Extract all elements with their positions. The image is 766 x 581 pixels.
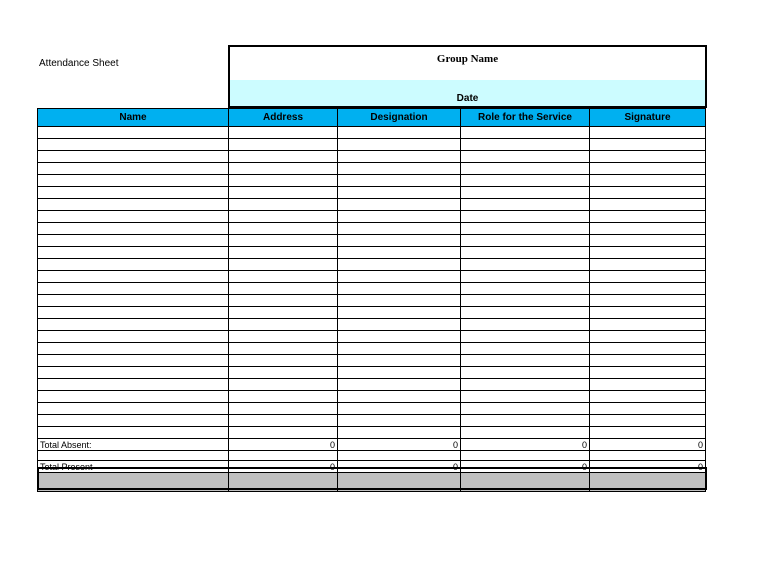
cell-name[interactable] xyxy=(38,403,229,415)
header-row xyxy=(38,109,706,127)
cell-address[interactable] xyxy=(229,151,338,163)
table-row xyxy=(38,331,706,343)
cell-name[interactable] xyxy=(38,175,229,187)
cell-name[interactable] xyxy=(38,139,229,151)
cell-designation[interactable] xyxy=(338,427,461,439)
total-absent-role: 0 xyxy=(461,439,590,451)
cell[interactable] xyxy=(590,451,706,461)
cell-designation[interactable] xyxy=(338,355,461,367)
cell-role[interactable] xyxy=(461,175,590,187)
table-row xyxy=(38,427,706,439)
table-row xyxy=(38,187,706,199)
table-row xyxy=(38,151,706,163)
total-present-designation: 0 xyxy=(338,461,461,473)
cell-role[interactable] xyxy=(461,391,590,403)
cell-signature[interactable] xyxy=(590,139,706,151)
cell[interactable] xyxy=(229,451,338,461)
cell-designation[interactable] xyxy=(338,247,461,259)
column-header-role: Role for the Service xyxy=(461,109,590,127)
table-row xyxy=(38,355,706,367)
table-row xyxy=(38,271,706,283)
table-row xyxy=(38,175,706,187)
footer-cell xyxy=(38,473,229,492)
cell-role[interactable] xyxy=(461,139,590,151)
sheet-title: Attendance Sheet xyxy=(39,58,119,69)
cell-address[interactable] xyxy=(229,355,338,367)
total-absent-signature: 0 xyxy=(590,439,706,451)
cell-designation[interactable] xyxy=(338,199,461,211)
cell-name[interactable] xyxy=(38,199,229,211)
cell-signature[interactable] xyxy=(590,175,706,187)
cell-designation[interactable] xyxy=(338,187,461,199)
cell-signature[interactable] xyxy=(590,295,706,307)
column-header-address: Address xyxy=(229,109,338,127)
cell-signature[interactable] xyxy=(590,211,706,223)
date-label: Date xyxy=(456,93,479,104)
table-row xyxy=(38,163,706,175)
table-row xyxy=(38,403,706,415)
table-row xyxy=(38,379,706,391)
table-row xyxy=(38,235,706,247)
column-header-designation: Designation xyxy=(338,109,461,127)
table-row xyxy=(38,139,706,151)
cell-address[interactable] xyxy=(229,163,338,175)
cell-signature[interactable] xyxy=(590,379,706,391)
cell-address[interactable] xyxy=(229,343,338,355)
cell-signature[interactable] xyxy=(590,163,706,175)
footer-cell xyxy=(590,473,706,492)
table-row xyxy=(38,211,706,223)
cell-role[interactable] xyxy=(461,223,590,235)
cell-signature[interactable] xyxy=(590,355,706,367)
cell-address[interactable] xyxy=(229,187,338,199)
cell-address[interactable] xyxy=(229,223,338,235)
cell-role[interactable] xyxy=(461,295,590,307)
cell[interactable] xyxy=(338,451,461,461)
cell-designation[interactable] xyxy=(338,379,461,391)
table-row xyxy=(38,319,706,331)
cell-signature[interactable] xyxy=(590,367,706,379)
cell-role[interactable] xyxy=(461,271,590,283)
cell-designation[interactable] xyxy=(338,343,461,355)
cell-name[interactable] xyxy=(38,355,229,367)
cell-designation[interactable] xyxy=(338,319,461,331)
cell-role[interactable] xyxy=(461,343,590,355)
cell-name[interactable] xyxy=(38,427,229,439)
cell-role[interactable] xyxy=(461,307,590,319)
footer-cell xyxy=(461,473,590,492)
cell-address[interactable] xyxy=(229,319,338,331)
cell-signature[interactable] xyxy=(590,259,706,271)
cell-name[interactable] xyxy=(38,235,229,247)
date-cell[interactable] xyxy=(228,80,707,108)
total-absent-designation: 0 xyxy=(338,439,461,451)
cell-designation[interactable] xyxy=(338,391,461,403)
cell-name[interactable] xyxy=(38,259,229,271)
table-row xyxy=(38,391,706,403)
cell-role[interactable] xyxy=(461,283,590,295)
cell-address[interactable] xyxy=(229,139,338,151)
spacer-row xyxy=(38,451,706,461)
cell-role[interactable] xyxy=(461,355,590,367)
cell-name[interactable] xyxy=(38,283,229,295)
group-name-cell[interactable] xyxy=(228,45,707,82)
cell-address[interactable] xyxy=(229,283,338,295)
cell-address[interactable] xyxy=(229,271,338,283)
cell-role[interactable] xyxy=(461,151,590,163)
cell-name[interactable] xyxy=(38,271,229,283)
cell-signature[interactable] xyxy=(590,271,706,283)
cell-address[interactable] xyxy=(229,415,338,427)
cell-name[interactable] xyxy=(38,211,229,223)
cell-name[interactable] xyxy=(38,127,229,139)
cell-address[interactable] xyxy=(229,175,338,187)
cell[interactable] xyxy=(38,451,229,461)
cell-name[interactable] xyxy=(38,151,229,163)
cell-designation[interactable] xyxy=(338,271,461,283)
cell-role[interactable] xyxy=(461,247,590,259)
table-row xyxy=(38,415,706,427)
cell-address[interactable] xyxy=(229,307,338,319)
cell-signature[interactable] xyxy=(590,307,706,319)
cell-signature[interactable] xyxy=(590,415,706,427)
total-absent-row xyxy=(38,439,706,451)
cell-name[interactable] xyxy=(38,379,229,391)
cell-role[interactable] xyxy=(461,199,590,211)
cell-designation[interactable] xyxy=(338,139,461,151)
table-row xyxy=(38,223,706,235)
total-present-label: Total Present xyxy=(38,461,229,473)
cell-signature[interactable] xyxy=(590,235,706,247)
cell-designation[interactable] xyxy=(338,211,461,223)
cell-designation[interactable] xyxy=(338,367,461,379)
cell-role[interactable] xyxy=(461,415,590,427)
cell-signature[interactable] xyxy=(590,247,706,259)
cell-role[interactable] xyxy=(461,427,590,439)
cell-signature[interactable] xyxy=(590,391,706,403)
cell-designation[interactable] xyxy=(338,127,461,139)
cell-address[interactable] xyxy=(229,259,338,271)
cell-designation[interactable] xyxy=(338,415,461,427)
cell-name[interactable] xyxy=(38,295,229,307)
column-header-signature: Signature xyxy=(590,109,706,127)
cell-address[interactable] xyxy=(229,199,338,211)
footer-row xyxy=(38,473,706,492)
cell-signature[interactable] xyxy=(590,427,706,439)
cell-address[interactable] xyxy=(229,211,338,223)
total-present-signature: 0 xyxy=(590,461,706,473)
table-row xyxy=(38,259,706,271)
cell-role[interactable] xyxy=(461,163,590,175)
cell-name[interactable] xyxy=(38,391,229,403)
cell-name[interactable] xyxy=(38,223,229,235)
footer-cell xyxy=(338,473,461,492)
table-row xyxy=(38,283,706,295)
cell-signature[interactable] xyxy=(590,283,706,295)
cell-designation[interactable] xyxy=(338,223,461,235)
footer-cell xyxy=(229,473,338,492)
table-body xyxy=(38,127,706,492)
cell-name[interactable] xyxy=(38,331,229,343)
cell-name[interactable] xyxy=(38,163,229,175)
cell-address[interactable] xyxy=(229,331,338,343)
cell-role[interactable] xyxy=(461,331,590,343)
cell-address[interactable] xyxy=(229,403,338,415)
cell-role[interactable] xyxy=(461,235,590,247)
total-present-role: 0 xyxy=(461,461,590,473)
cell-role[interactable] xyxy=(461,403,590,415)
cell-name[interactable] xyxy=(38,367,229,379)
cell-signature[interactable] xyxy=(590,223,706,235)
cell-designation[interactable] xyxy=(338,175,461,187)
total-absent-label: Total Absent: xyxy=(38,439,229,451)
cell-role[interactable] xyxy=(461,379,590,391)
cell-address[interactable] xyxy=(229,295,338,307)
column-header-name: Name xyxy=(38,109,229,127)
cell-designation[interactable] xyxy=(338,283,461,295)
cell-name[interactable] xyxy=(38,307,229,319)
cell-name[interactable] xyxy=(38,319,229,331)
cell-role[interactable] xyxy=(461,187,590,199)
cell-address[interactable] xyxy=(229,247,338,259)
cell-name[interactable] xyxy=(38,343,229,355)
cell-role[interactable] xyxy=(461,259,590,271)
cell-designation[interactable] xyxy=(338,307,461,319)
cell-signature[interactable] xyxy=(590,187,706,199)
cell-address[interactable] xyxy=(229,235,338,247)
total-present-address: 0 xyxy=(229,461,338,473)
total-absent-address: 0 xyxy=(229,439,338,451)
cell-address[interactable] xyxy=(229,391,338,403)
cell-signature[interactable] xyxy=(590,343,706,355)
cell-address[interactable] xyxy=(229,379,338,391)
cell-role[interactable] xyxy=(461,211,590,223)
cell-designation[interactable] xyxy=(338,403,461,415)
cell-designation[interactable] xyxy=(338,295,461,307)
cell[interactable] xyxy=(461,451,590,461)
cell-signature[interactable] xyxy=(590,403,706,415)
group-name-label: Group Name xyxy=(436,53,499,65)
table-row xyxy=(38,127,706,139)
cell-name[interactable] xyxy=(38,415,229,427)
cell-address[interactable] xyxy=(229,427,338,439)
cell-designation[interactable] xyxy=(338,331,461,343)
cell-signature[interactable] xyxy=(590,199,706,211)
table-row xyxy=(38,367,706,379)
total-present-row xyxy=(38,461,706,473)
cell-designation[interactable] xyxy=(338,235,461,247)
cell-signature[interactable] xyxy=(590,127,706,139)
cell-signature[interactable] xyxy=(590,151,706,163)
table-row xyxy=(38,199,706,211)
attendance-table xyxy=(37,108,706,492)
cell-designation[interactable] xyxy=(338,259,461,271)
table-row xyxy=(38,247,706,259)
cell-address[interactable] xyxy=(229,127,338,139)
cell-role[interactable] xyxy=(461,367,590,379)
table-row xyxy=(38,343,706,355)
table-row xyxy=(38,295,706,307)
cell-designation[interactable] xyxy=(338,163,461,175)
cell-address[interactable] xyxy=(229,367,338,379)
cell-name[interactable] xyxy=(38,187,229,199)
cell-designation[interactable] xyxy=(338,151,461,163)
table-row xyxy=(38,307,706,319)
cell-name[interactable] xyxy=(38,247,229,259)
cell-role[interactable] xyxy=(461,127,590,139)
cell-signature[interactable] xyxy=(590,331,706,343)
cell-role[interactable] xyxy=(461,319,590,331)
cell-signature[interactable] xyxy=(590,319,706,331)
